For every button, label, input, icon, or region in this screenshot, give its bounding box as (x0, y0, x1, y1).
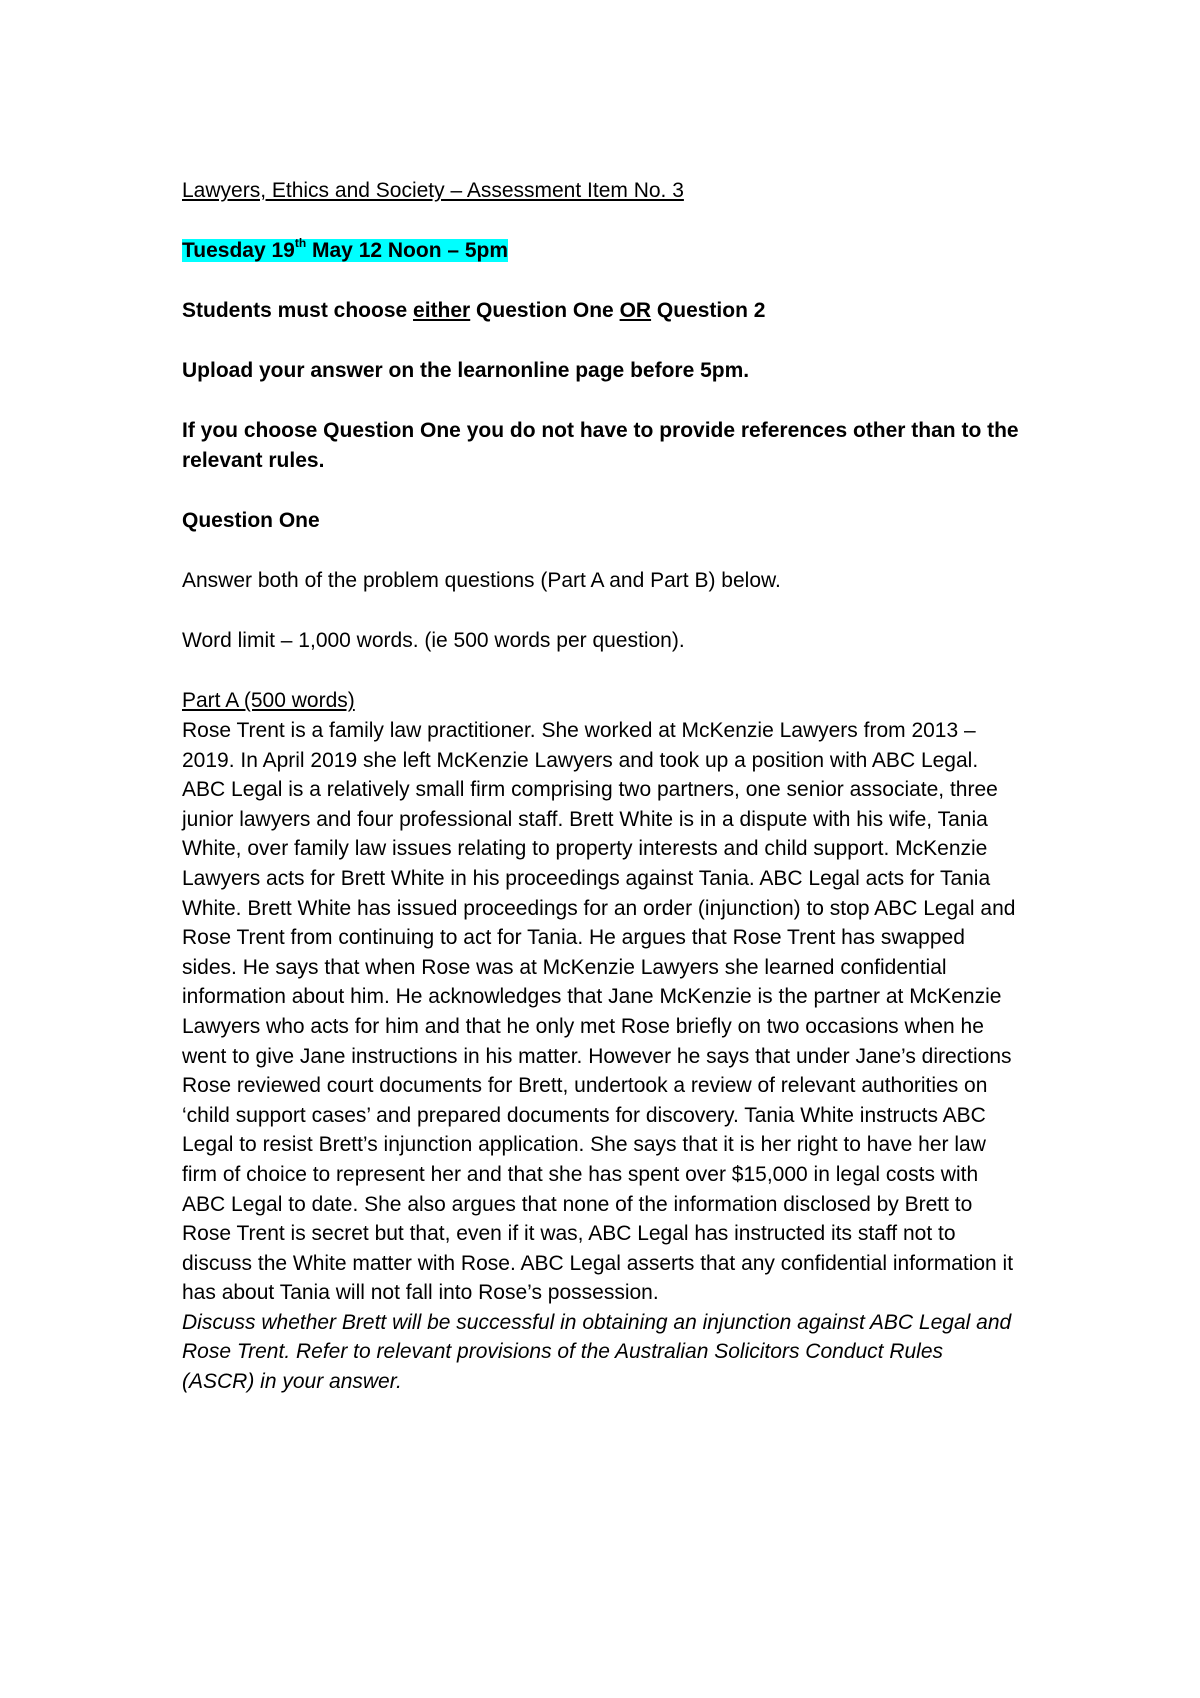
exam-date-suffix: th (294, 236, 307, 250)
part-a-body: Rose Trent is a family law practitioner. She worked at McKenzie Lawyers from 2013 – 2019. In April 2019 she left McKenzie Lawyers and took up a position with ABC Legal. ABC Legal is a relatively small firm comprising two partners, one senior associate, three junior lawyers and four professional staff. Brett White is in a dispute with his wife, Tania White, over family law issues relating to property interests and child support. McKenzie Lawyers acts for Brett White in his proceedings against Tania. ABC Legal acts for Tania White. Brett White has issued proceedings for an order (injunction) to stop ABC Legal and Rose Trent from continuing to act for Tania. He argues that Rose Trent has swapped sides. He says that when Rose was at McKenzie Lawyers she learned confidential information about him. He acknowledges that Jane McKenzie is the partner at McKenzie Lawyers who acts for him and that he only met Rose briefly on two occasions when he went to give Jane instructions in his matter. However he says that under Jane’s directions Rose reviewed court documents for Brett, undertook a review of relevant authorities on ‘child support cases’ and prepared documents for discovery. Tania White instructs ABC Legal to resist Brett’s injunction application. She says that it is her right to have her law firm of choice to represent her and that she has spent over $15,000 in legal costs with ABC Legal to date. She also argues that none of the information disclosed by Brett to Rose Trent is secret but that, even if it was, ABC Legal has instructed its staff not to discuss the White matter with Rose. ABC Legal asserts that any confidential information it has about Tania will not fall into Rose’s possession. (182, 719, 1016, 1305)
choose-either: either (413, 299, 471, 322)
answer-both-instruction: Answer both of the problem questions (Part A and Part B) below. (182, 569, 781, 592)
choose-pre: Students must choose (182, 299, 414, 322)
exam-date-highlight (182, 236, 509, 262)
part-a-heading: Part A (500 words) (182, 689, 355, 712)
choose-mid: Question One (470, 299, 620, 322)
choose-post: Question 2 (651, 299, 766, 322)
exam-date (182, 236, 1020, 266)
word-limit: Word limit – 1,000 words. (ie 500 words per question). (182, 629, 685, 652)
references-note: If you choose Question One you do not have to provide references other than to the relevant rules. (182, 419, 1019, 472)
choose-instruction (182, 296, 1020, 326)
question-one-heading: Question One (182, 509, 320, 532)
upload-instruction: Upload your answer on the learnonline page before 5pm. (182, 359, 750, 382)
choose-or: OR (619, 299, 652, 322)
part-a-task: Discuss whether Brett will be successful in obtaining an injunction against ABC Legal and Rose Trent. Refer to relevant provisions of the Australian Solicitors Conduct Rules (ASCR) in your answer. (182, 1310, 1012, 1394)
exam-date-rest: May 12 Noon – 5pm (306, 239, 509, 262)
exam-date-day: Tuesday 19 (182, 239, 295, 262)
document-title: Lawyers, Ethics and Society – Assessment Item No. 3 (182, 179, 684, 202)
